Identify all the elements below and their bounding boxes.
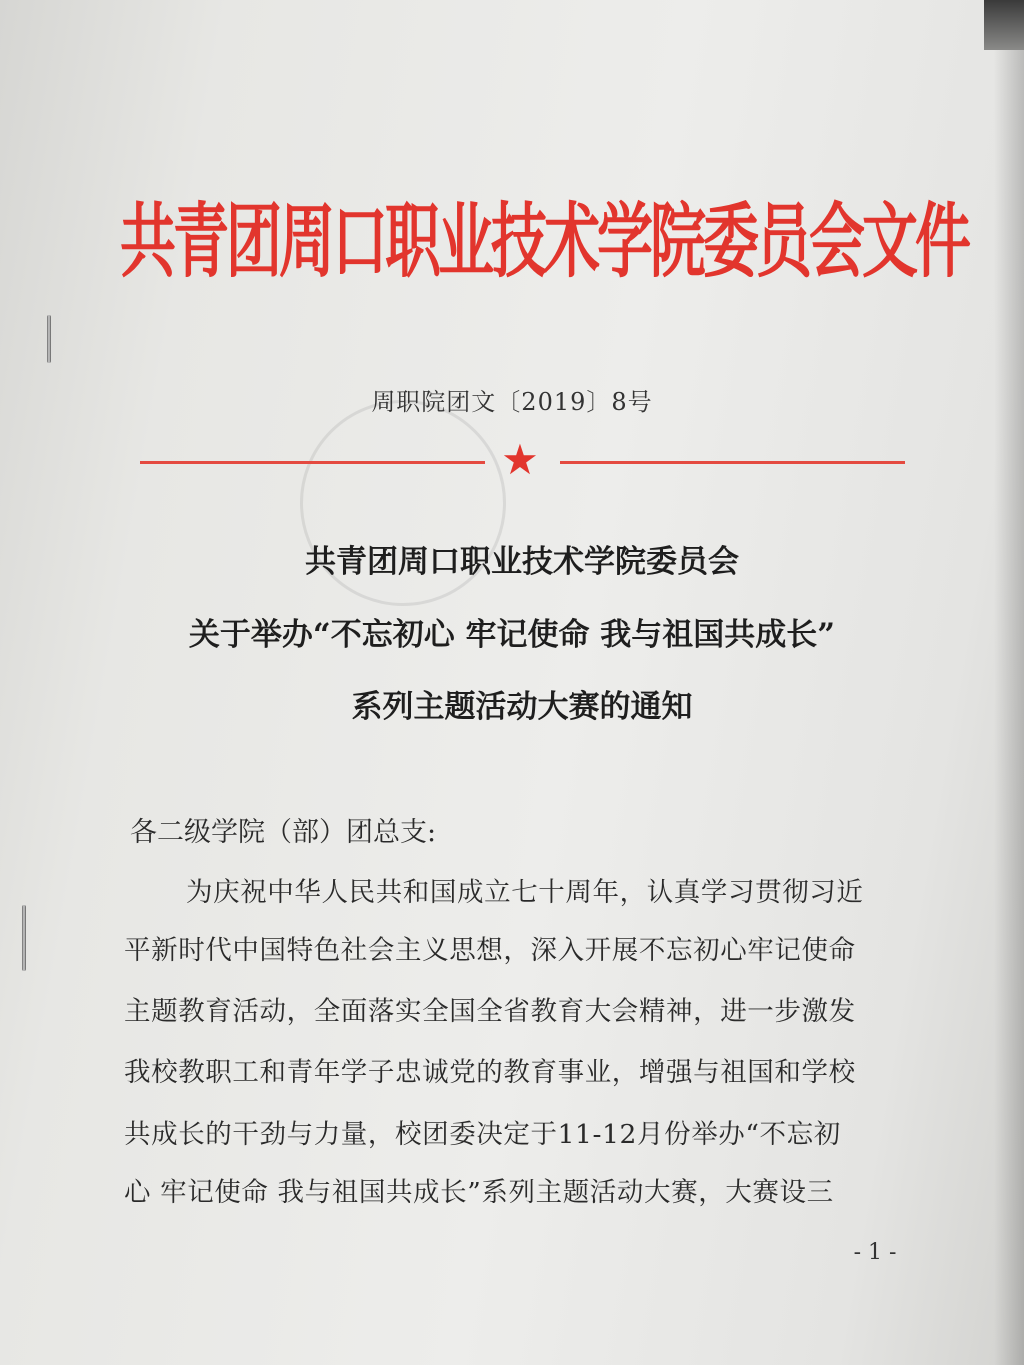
body-text-line: 主题教育活动，全面落实全国全省教育大会精神，进一步激发 <box>124 996 856 1027</box>
notice-title-line-1: 共青团周口职业技术学院委员会 <box>305 544 739 580</box>
star-icon: ★ <box>501 435 539 484</box>
body-text-line: 心 牢记使命 我与祖国共成长”系列主题活动大赛，大赛设三 <box>124 1177 834 1208</box>
body-text-line: 共成长的干劲与力量，校团委决定于11-12月份举办“不忘初 <box>124 1119 841 1150</box>
masthead-title: 共青团周口职业技术学院委员会文件 <box>120 193 968 290</box>
staple <box>47 315 51 363</box>
salutation: 各二级学院（部）团总支: <box>130 817 437 848</box>
document-number: 周职院团文〔2019〕8号 <box>371 388 653 416</box>
notice-title-line-3: 系列主题活动大赛的通知 <box>351 689 693 725</box>
body-text-line: 平新时代中国特色社会主义思想，深入开展不忘初心牢记使命 <box>124 935 856 966</box>
page-number: - 1 - <box>853 1240 897 1265</box>
body-text-line: 为庆祝中华人民共和国成立七十周年，认真学习贯彻习近 <box>186 877 864 908</box>
staple <box>22 905 26 971</box>
red-divider-left <box>140 461 485 464</box>
notice-title-line-2: 关于举办“不忘初心 牢记使命 我与祖国共成长” <box>188 617 836 653</box>
red-divider-right <box>560 461 905 464</box>
background-corner <box>984 0 1024 50</box>
body-text-line: 我校教职工和青年学子忠诚党的教育事业，增强与祖国和学校 <box>124 1057 856 1088</box>
